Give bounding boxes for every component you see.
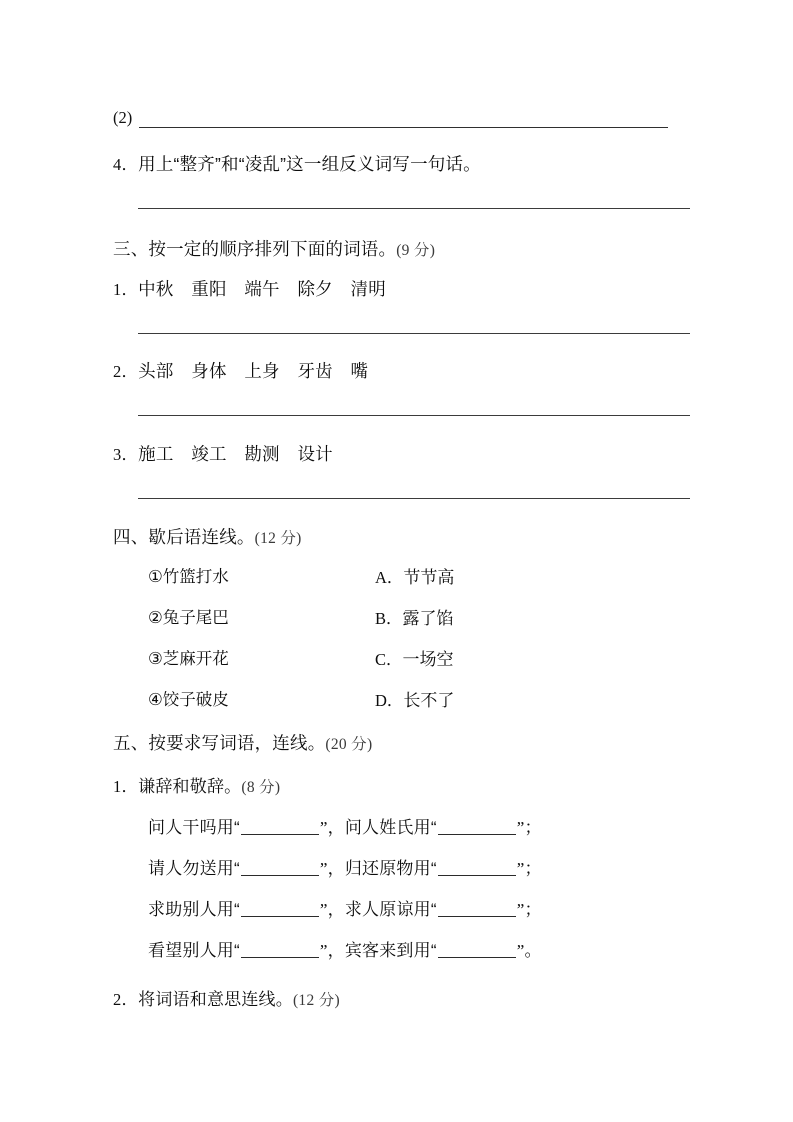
xiehouyu-right-1[interactable]	[375, 563, 454, 588]
question-4-number: 4	[113, 155, 122, 174]
quote-close-left: ”	[319, 859, 328, 878]
sub-item-title: 将词语和意思连线。	[138, 990, 293, 1009]
option-letter: A	[375, 568, 387, 587]
question-4-text: 用上“整齐”和“凌乱”这一组反义词写一句话。	[138, 154, 481, 174]
sub-item-number: 1	[113, 777, 122, 796]
section-five-number: 五、	[113, 733, 149, 753]
row-end-punct: 。	[524, 941, 542, 960]
section-five-sub-1-heading	[113, 772, 280, 797]
question-4-answer-rule[interactable]	[138, 208, 690, 209]
item-separator: ．	[121, 362, 139, 381]
question-4-line	[113, 151, 481, 176]
xiehouyu-left-3[interactable]: ③芝麻开花	[148, 650, 229, 668]
honorific-blank-2a[interactable]	[241, 875, 319, 876]
section-three-item-1	[113, 276, 386, 301]
option-letter: C	[375, 650, 387, 669]
option-letter: D	[375, 691, 387, 710]
item-words: 头部 身体 上身 牙齿 嘴	[138, 361, 369, 381]
honorific-blank-3b[interactable]	[438, 916, 516, 917]
quote-close-right: ”	[516, 900, 525, 919]
option-separator: ．	[386, 650, 403, 669]
honorific-blank-2b[interactable]	[438, 875, 516, 876]
section-three-item-2-answer-rule[interactable]	[138, 415, 690, 416]
section-five-sub-2-heading	[113, 985, 340, 1010]
quote-close-left: ”	[319, 818, 328, 837]
prompt-middle: ，问人姓氏用“	[327, 818, 437, 837]
honorific-blank-4a[interactable]	[241, 957, 319, 958]
item-number: 1	[113, 280, 122, 299]
quote-close-right: ”	[516, 818, 525, 837]
option-separator: ．	[386, 609, 403, 628]
section-three-item-3-answer-rule[interactable]	[138, 498, 690, 499]
option-separator: ．	[386, 568, 404, 587]
quote-close-right: ”	[516, 859, 525, 878]
item-separator: ．	[121, 280, 139, 299]
sub-item-separator: ．	[121, 777, 139, 796]
honorific-fill-row-3	[148, 895, 542, 920]
honorific-fill-row-1	[148, 813, 542, 838]
option-text: 一场空	[402, 650, 454, 669]
prompt-middle: ，宾客来到用“	[327, 941, 437, 960]
quote-close-left: ”	[319, 941, 328, 960]
item-words: 施工 竣工 勘测 设计	[138, 444, 333, 464]
section-three-item-2	[113, 358, 368, 383]
option-text: 长不了	[403, 691, 455, 710]
item-words: 中秋 重阳 端午 除夕 清明	[138, 279, 386, 299]
honorific-fill-row-4	[148, 936, 542, 961]
sub-item-separator: ．	[121, 990, 139, 1009]
row-end-punct: ；	[524, 818, 542, 837]
prompt-left: 问人干吗用“	[148, 818, 240, 837]
section-five-heading	[113, 730, 372, 755]
honorific-blank-1a[interactable]	[241, 834, 319, 835]
sub-item-score: (12 分)	[292, 992, 340, 1009]
section-five-title: 按要求写词语，连线。	[148, 733, 326, 753]
prompt-middle: ，归还原物用“	[327, 859, 437, 878]
row-end-punct: ；	[524, 859, 542, 878]
xiehouyu-left-4[interactable]: ④饺子破皮	[148, 691, 229, 709]
xiehouyu-left-1[interactable]: ①竹篮打水	[148, 568, 229, 586]
prompt-left: 看望别人用“	[148, 941, 240, 960]
carryover-blank-item-label: (2)	[113, 108, 133, 127]
option-separator: ．	[386, 691, 404, 710]
xiehouyu-right-4[interactable]	[375, 686, 454, 711]
honorific-fill-row-2	[148, 854, 542, 879]
section-four-heading	[113, 524, 302, 549]
honorific-blank-3a[interactable]	[241, 916, 319, 917]
prompt-left: 请人勿送用“	[148, 859, 240, 878]
sub-item-number: 2	[113, 990, 122, 1009]
section-three-item-1-answer-rule[interactable]	[138, 333, 690, 334]
section-three-score: (9 分)	[396, 242, 436, 259]
section-four-title: 歇后语连线。	[148, 527, 255, 547]
section-three-number: 三、	[113, 239, 149, 259]
section-three-title: 按一定的顺序排列下面的词语。	[148, 239, 397, 259]
section-three-heading	[113, 236, 435, 261]
quote-close-left: ”	[319, 900, 328, 919]
item-separator: ．	[121, 445, 139, 464]
sub-item-score: (8 分)	[241, 779, 281, 796]
prompt-middle: ，求人原谅用“	[327, 900, 437, 919]
item-number: 3	[113, 445, 122, 464]
sub-item-title: 谦辞和敬辞。	[138, 777, 242, 796]
section-four-score: (12 分)	[254, 530, 302, 547]
quote-close-right: ”	[516, 941, 525, 960]
section-three-item-3	[113, 441, 333, 466]
xiehouyu-right-2[interactable]	[375, 604, 454, 629]
option-text: 露了馅	[402, 609, 454, 628]
honorific-blank-1b[interactable]	[438, 834, 516, 835]
honorific-blank-4b[interactable]	[438, 957, 516, 958]
section-four-number: 四、	[113, 527, 149, 547]
row-end-punct: ；	[524, 900, 542, 919]
option-letter: B	[375, 609, 387, 628]
item-number: 2	[113, 362, 122, 381]
carryover-blank-item-rule[interactable]	[139, 127, 668, 128]
section-five-score: (20 分)	[325, 736, 373, 753]
prompt-left: 求助别人用“	[148, 900, 240, 919]
xiehouyu-right-3[interactable]	[375, 645, 454, 670]
option-text: 节节高	[403, 568, 455, 587]
question-4-separator: ．	[121, 155, 139, 174]
xiehouyu-left-2[interactable]: ②兔子尾巴	[148, 609, 229, 627]
